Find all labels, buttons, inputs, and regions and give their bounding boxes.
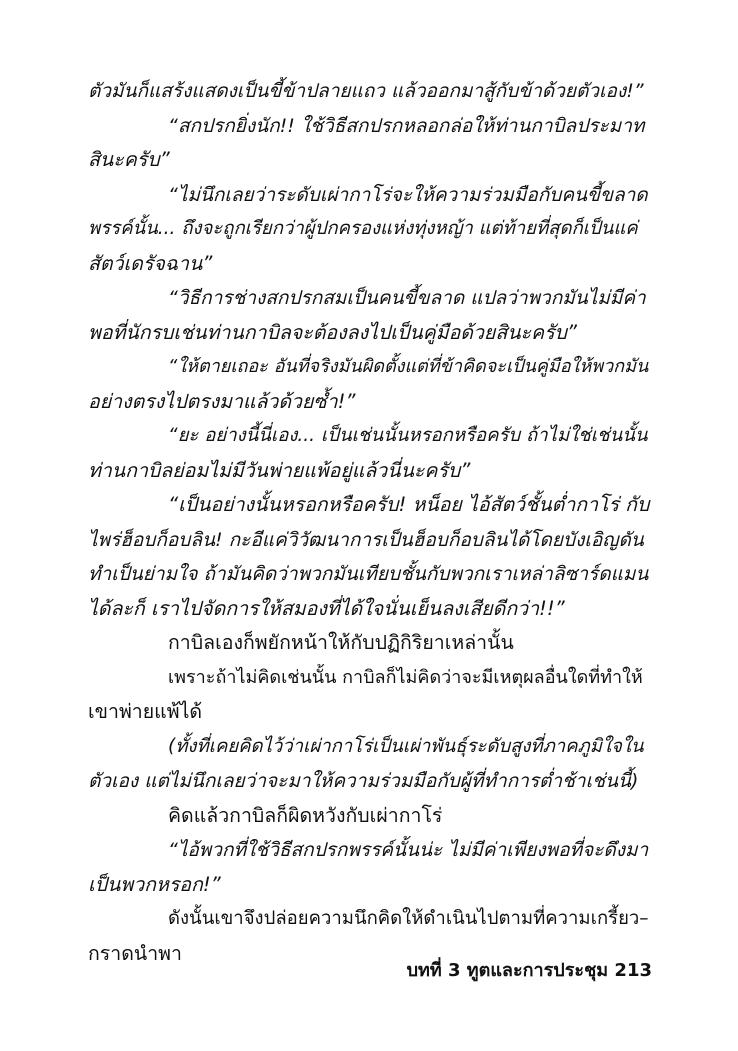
text-line: ดังนั้นเขาจึงปล่อยความนึกคิดให้ดำเนินไปตามที่ความเกรี้ยว– [168, 908, 649, 929]
text-line: “ยะ อย่างนี้นี่เอง... เป็นเช่นนั้นหรอกหรือครับ ถ้าไม่ใช่เช่นนั้น [168, 425, 648, 446]
text-line: กราดนำพา [88, 941, 182, 965]
text-line: ตัวมันก็แสร้งแสดงเป็นขี้ข้าปลายแถว แล้วออกมาสู้กับข้าด้วยตัวเอง!” [88, 80, 644, 102]
text-line: อย่างตรงไปตรงมาแล้วด้วยซ้ำ!” [88, 389, 356, 413]
text-line: สินะครับ” [88, 148, 170, 171]
text-line: ตัวเอง แต่ไม่นึกเลยว่าจะมาให้ความร่วมมือกับผู้ที่ทำการต่ำช้าเช่นนี้) [88, 770, 639, 792]
page-body [88, 74, 652, 971]
text-line: เป็นพวกหรอก!” [88, 872, 221, 896]
text-line: สัตว์เดรัจฉาน” [88, 251, 213, 275]
text-line: พอที่นักรบเช่นท่านกาบิลจะต้องลงไปเป็นคู่มือด้วยสินะครับ” [88, 320, 578, 344]
text-line: ทำเป็นย่ามใจ ถ้ามันคิดว่าพวกมันเทียบชั้นกับพวกเราเหล่าลิซาร์ดแมน [88, 563, 649, 585]
text-line: “ไม่นึกเลยว่าระดับเผ่ากาโร่จะให้ความร่วมมือกับคนขี้ขลาด [168, 183, 648, 206]
text-line: (ทั้งที่เคยคิดไว้ว่าเผ่ากาโร่เป็นเผ่าพันธุ์ระดับสูงที่ภาคภูมิใจใน [168, 735, 644, 757]
text-line: คิดแล้วกาบิลก็ผิดหวังกับเผ่ากาโร่ [168, 803, 443, 827]
text-line: กาบิลเองก็พยักหน้าให้กับปฏิกิริยาเหล่านั้น [168, 631, 514, 654]
text-line: เขาพ่ายแพ้ได้ [88, 700, 203, 723]
text-line: “ให้ตายเถอะ อันที่จริงมันผิดตั้งแต่ที่ข้าคิดจะเป็นคู่มือให้พวกมัน [168, 356, 649, 377]
text-line: ท่านกาบิลย่อมไม่มีวันพ่ายแพ้อยู่แล้วนี่นะครับ” [88, 458, 471, 482]
text-line: “วิธีการช่างสกปรกสมเป็นคนขี้ขลาด แปลว่าพวกมันไม่มีค่า [168, 287, 646, 309]
page-footer: บทที่ 3 ทูตและการประชุม 213 [406, 960, 652, 981]
text-line: ไพร่ฮ็อบก็อบลิน! กะอีแค่วิวัฒนาการเป็นฮ็อบก็อบลินได้โดยบังเอิญดัน [88, 528, 644, 551]
text-line: “เป็นอย่างนั้นหรอกหรือครับ! หน็อย ไอ้สัตว์ชั้นต่ำกาโร่ กับ [168, 493, 650, 516]
text-line: ได้ละก็ เราไปจัดการให้สมองที่ได้ใจนั่นเย็นลงเสียดีกว่า!!” [88, 596, 565, 620]
text-line: “สกปรกยิ่งนัก!! ใช้วิธีสกปรกหลอกล่อให้ท่านกาบิลประมาท [168, 114, 645, 137]
text-line: “ไอ้พวกที่ใช้วิธีสกปรกพรรค์นั้นน่ะ ไม่มีค่าเพียงพอที่จะดึงมา [168, 839, 649, 861]
text-line: พรรค์นั้น... ถึงจะถูกเรียกว่าผู้ปกครองแห่งทุ่งหญ้า แต่ท้ายที่สุดก็เป็นแค่ [88, 218, 638, 239]
text-line: เพราะถ้าไม่คิดเช่นนั้น กาบิลก็ไม่คิดว่าจะมีเหตุผลอื่นใดที่ทำให้ [168, 666, 643, 688]
